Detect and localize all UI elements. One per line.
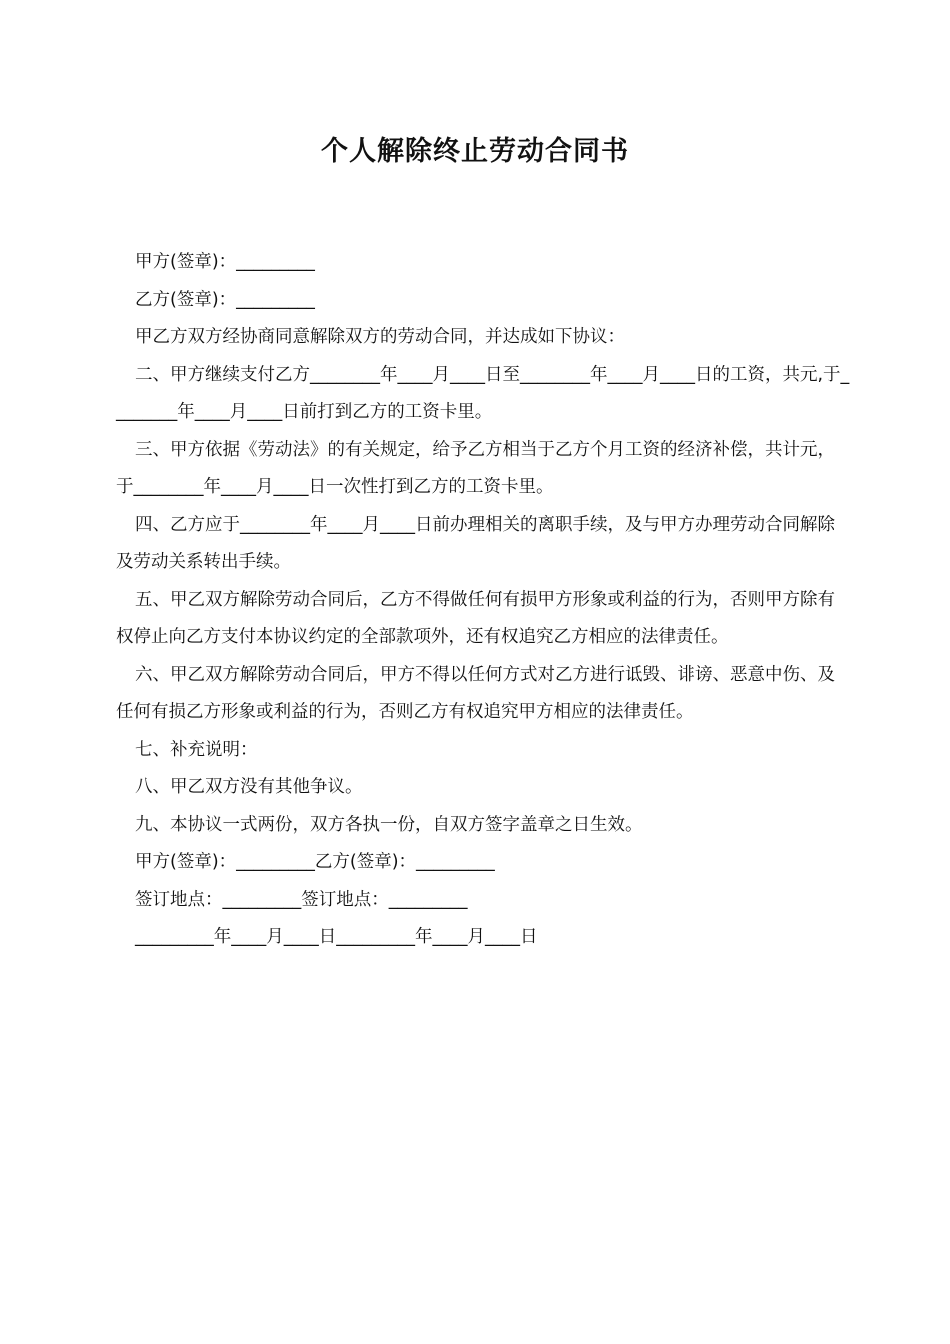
document-body bbox=[116, 244, 851, 957]
signature-row: 甲方(签章)：_________乙方(签章)：_________ bbox=[135, 852, 495, 872]
signing-location-row: 签订地点：_________签订地点：_________ bbox=[135, 889, 468, 910]
clause-6: 六、甲乙双方解除劳动合同后，甲方不得以任何方式对乙方进行诋毁、诽谤、恶意中伤、及任何有损乙方形象或利益的行为，否则乙方有权追究甲方相应的法律责任。 bbox=[116, 664, 835, 722]
signing-date-row: _________年____月____日_________年____月____日 bbox=[135, 927, 538, 947]
clause-8: 八、甲乙双方没有其他争议。 bbox=[135, 777, 363, 797]
document-title: 个人解除终止劳动合同书 bbox=[321, 136, 629, 167]
clause-4: 四、乙方应于________年____月____日前办理相关的离职手续，及与甲方办理劳动合同解除及劳动关系转出手续。 bbox=[116, 514, 835, 572]
clause-7: 七、补充说明： bbox=[135, 739, 258, 760]
clause-2: 二、甲方继续支付乙方________年____月____日至________年____月____日的工资，共元,于________年____月____日前打到乙方的工资卡里。 bbox=[116, 364, 850, 422]
clause-9: 九、本协议一式两份，双方各执一份，自双方签字盖章之日生效。 bbox=[135, 814, 643, 835]
clause-5: 五、甲乙双方解除劳动合同后，乙方不得做任何有损甲方形象或利益的行为，否则甲方除有权停止向乙方支付本协议约定的全部款项外，还有权追究乙方相应的法律责任。 bbox=[116, 589, 835, 647]
agreement-intro: 甲乙方双方经协商同意解除双方的劳动合同，并达成如下协议： bbox=[135, 327, 625, 347]
party-b-signature-line: 乙方(签章)：_________ bbox=[135, 289, 315, 310]
party-a-signature-line: 甲方(签章)：_________ bbox=[135, 252, 315, 272]
clause-3: 三、甲方依据《劳动法》的有关规定，给予乙方相当于乙方个月工资的经济补偿，共计元，于________年____月____日一次性打到乙方的工资卡里。 bbox=[116, 439, 835, 497]
